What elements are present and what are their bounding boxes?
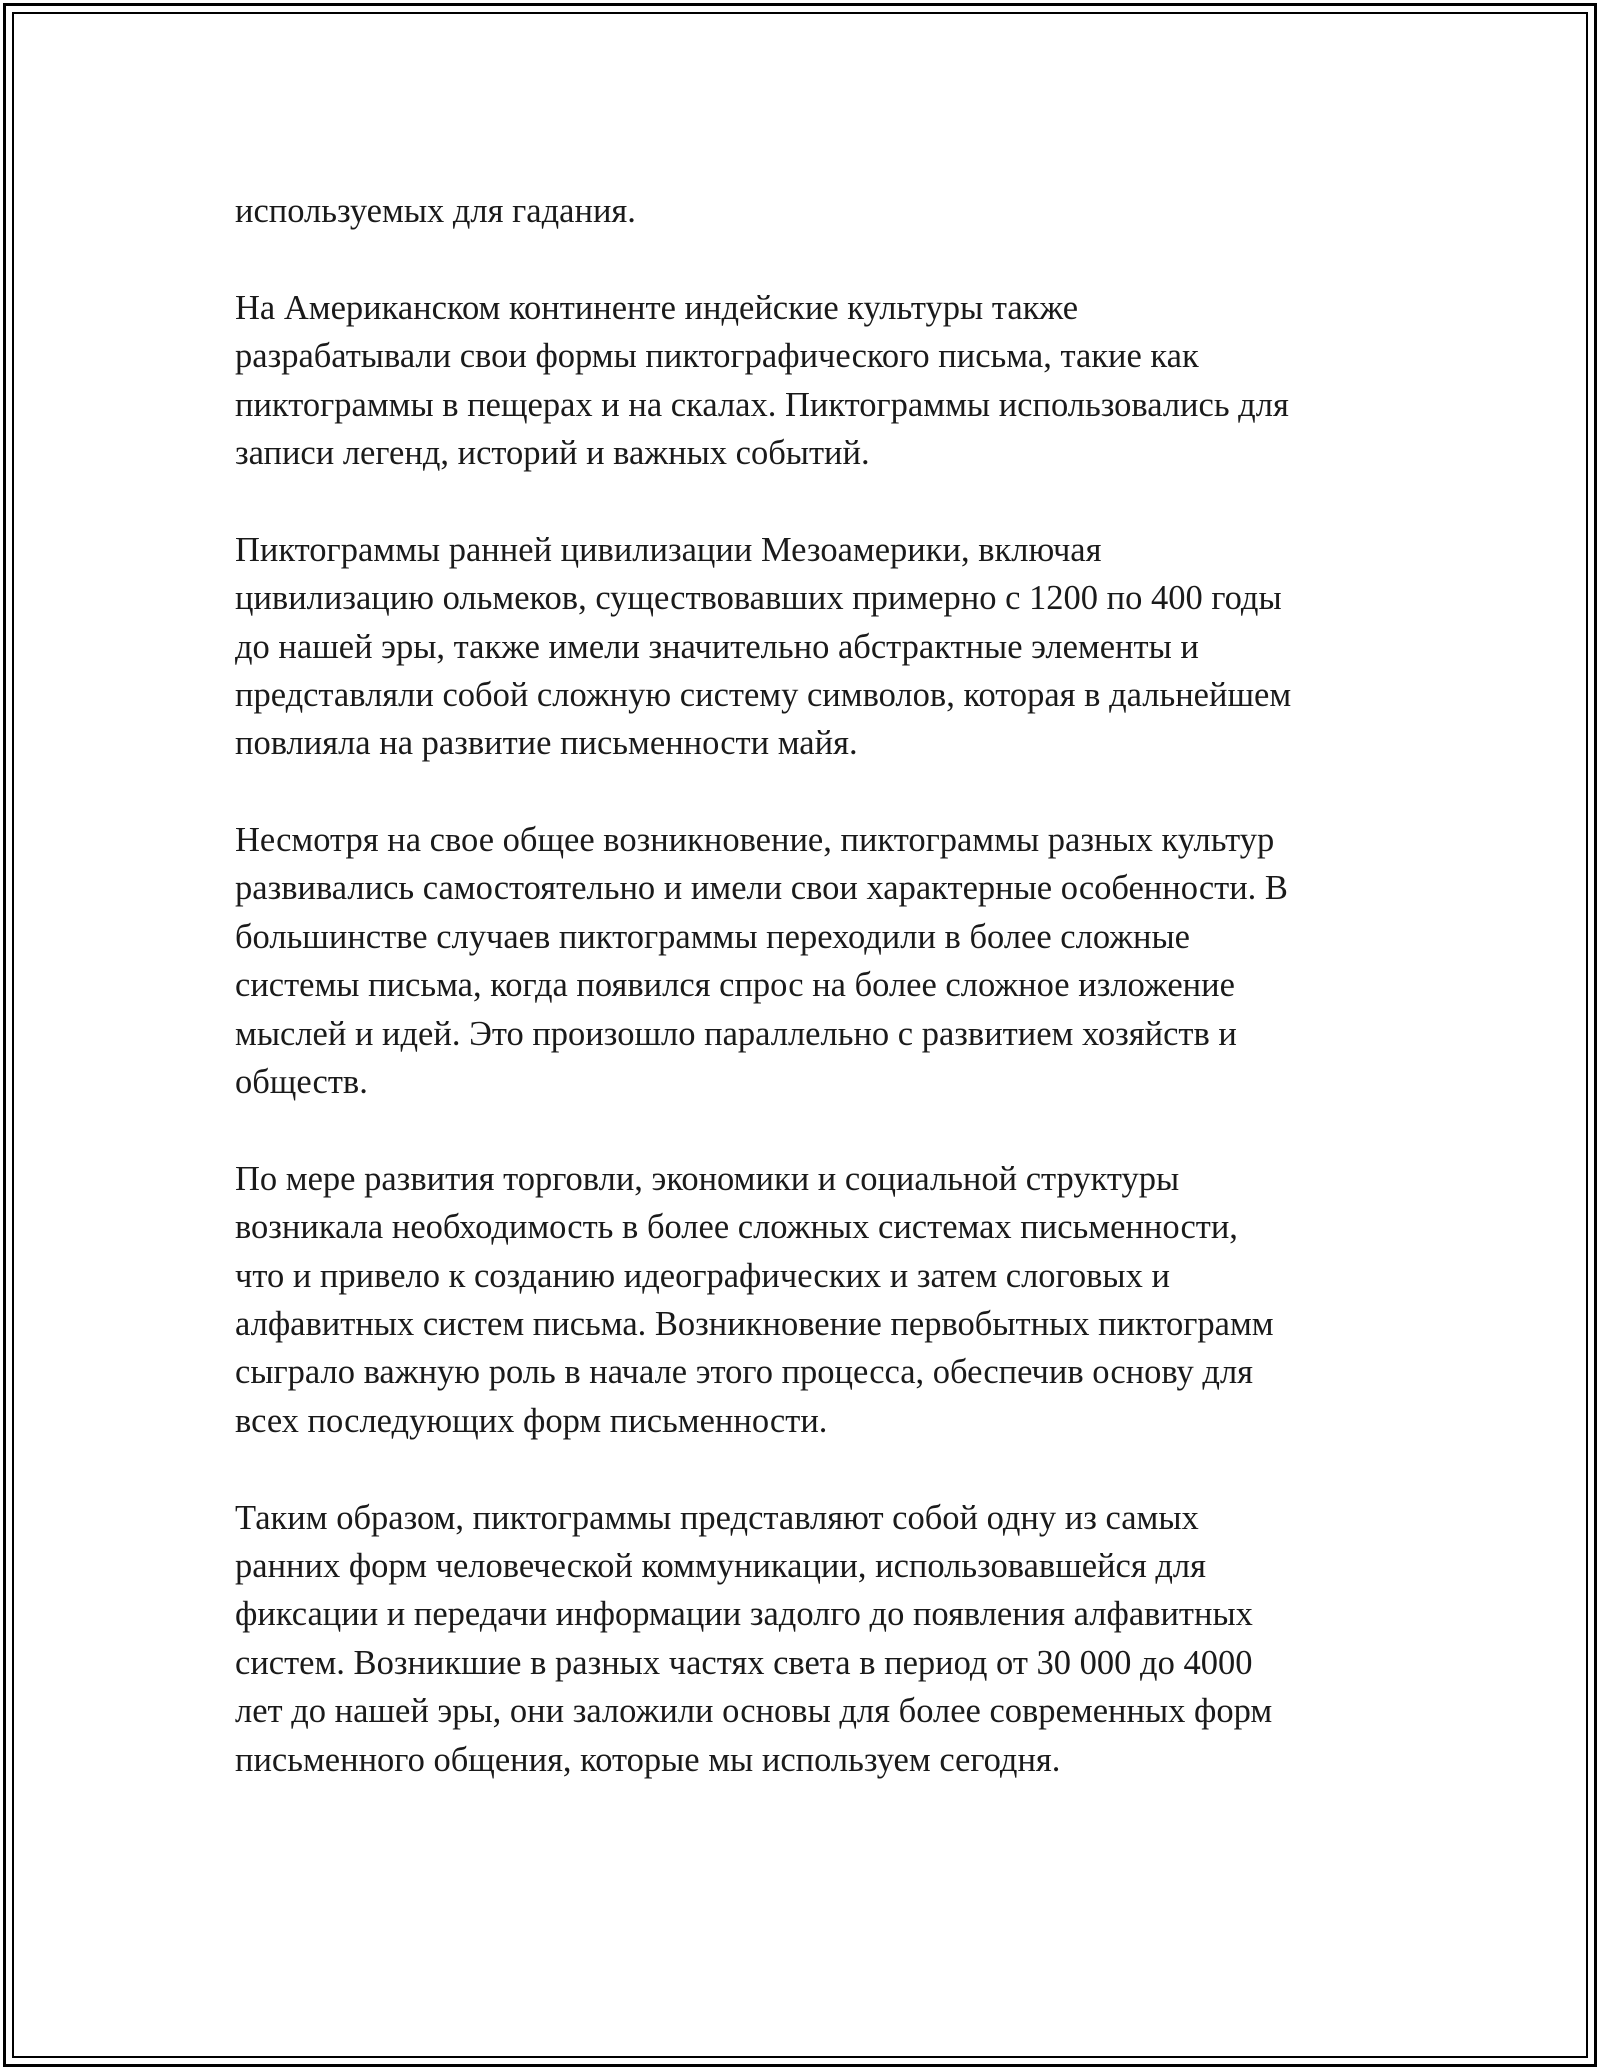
text-line: системы письма, когда появился спрос на более сложное изложение <box>235 966 1235 1005</box>
paragraph-spacer <box>235 1106 1385 1154</box>
paragraph-spacer <box>235 477 1385 525</box>
text-line: фиксации и передачи информации задолго до появления алфавитных <box>235 1595 1253 1634</box>
paragraph-2 <box>235 284 1385 478</box>
text-line: всех последующих форм письменности. <box>235 1401 828 1440</box>
text-line: цивилизацию ольмеков, существовавших примерно с 1200 по 400 годы <box>235 579 1282 618</box>
text-line: Пиктограммы ранней цивилизации Мезоамерики, включая <box>235 530 1102 569</box>
text-line: Таким образом, пиктограммы представляют собой одну из самых <box>235 1498 1199 1537</box>
paragraph-spacer <box>235 768 1385 816</box>
text-line: письменного общения, которые мы используем сегодня. <box>235 1740 1061 1779</box>
text-line: систем. Возникшие в разных частях света в период от 30 000 до 4000 <box>235 1643 1253 1682</box>
page-body <box>235 187 1385 1784</box>
text-line: Несмотря на свое общее возникновение, пиктограммы разных культур <box>235 821 1275 860</box>
text-line: лет до нашей эры, они заложили основы для более современных форм <box>235 1692 1273 1731</box>
text-line: что и привело к созданию идеографических и затем слоговых и <box>235 1256 1170 1295</box>
text-line: развивались самостоятельно и имели свои характерные особенности. В <box>235 869 1288 908</box>
paragraph-4 <box>235 816 1385 1106</box>
paragraph-6 <box>235 1494 1385 1784</box>
text-line: На Американском континенте индейские культуры также <box>235 288 1079 327</box>
paragraph-1 <box>235 187 1385 235</box>
text-line: представляли собой сложную систему символов, которая в дальнейшем <box>235 675 1292 714</box>
text-line: до нашей эры, также имели значительно абстрактные элементы и <box>235 627 1199 666</box>
text-line: мыслей и идей. Это произошло параллельно с развитием хозяйств и <box>235 1014 1237 1053</box>
text-line: ранних форм человеческой коммуникации, использовавшейся для <box>235 1546 1206 1585</box>
text-line: сыграло важную роль в начале этого процесса, обеспечив основу для <box>235 1353 1254 1392</box>
text-line: записи легенд, историй и важных событий. <box>235 433 870 472</box>
text-line: обществ. <box>235 1063 368 1102</box>
text-line: алфавитных систем письма. Возникновение первобытных пиктограмм <box>235 1304 1274 1343</box>
paragraph-3 <box>235 526 1385 768</box>
paragraph-5 <box>235 1155 1385 1445</box>
paragraph-spacer <box>235 235 1385 283</box>
text-line: разрабатывали свои формы пиктографического письма, такие как <box>235 337 1199 376</box>
text-line: повлияла на развитие письменности майя. <box>235 724 858 763</box>
text-line: По мере развития торговли, экономики и социальной структуры <box>235 1159 1180 1198</box>
text-line: большинстве случаев пиктограммы переходили в более сложные <box>235 917 1190 956</box>
paragraph-spacer <box>235 1445 1385 1493</box>
text-line: пиктограммы в пещерах и на скалах. Пиктограммы использовались для <box>235 385 1289 424</box>
text-line: используемых для гадания. <box>235 192 636 230</box>
text-line: возникала необходимость в более сложных системах письменности, <box>235 1208 1238 1247</box>
